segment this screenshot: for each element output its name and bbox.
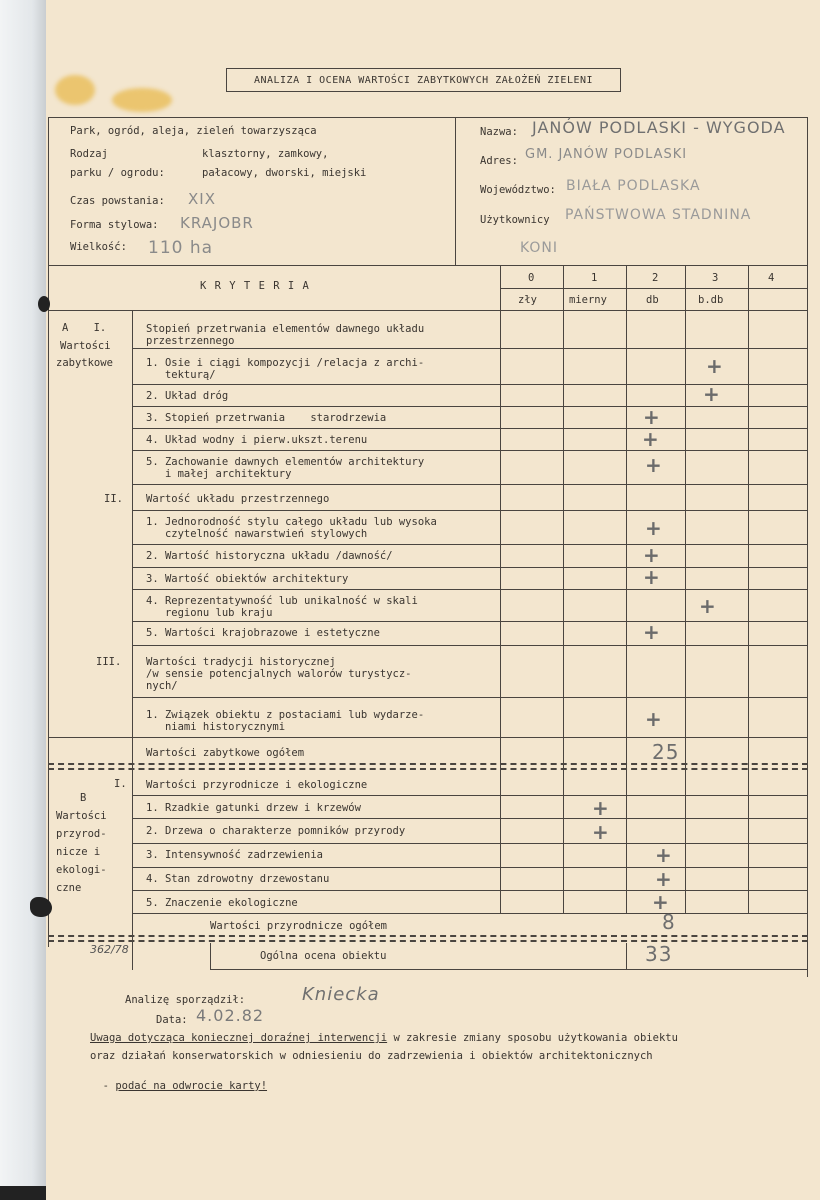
adres-label: Adres: <box>480 155 518 167</box>
group2-title: Wartość układu przestrzennego <box>146 493 330 505</box>
rule <box>500 288 808 289</box>
nazwa-value: JANÓW PODLASKI - WYGODA <box>532 118 786 137</box>
score-mark: + <box>645 453 662 477</box>
uzyt-value-1: PAŃSTWOWA STADNINA <box>565 207 752 223</box>
total-a-label: Wartości zabytkowe ogółem <box>146 747 305 759</box>
rule <box>132 567 808 568</box>
section-a-label-2: Wartości <box>60 340 111 352</box>
note-underlined: Uwaga dotycząca koniecznej doraźnej interwencji <box>90 1032 388 1044</box>
rule <box>132 406 808 407</box>
rule <box>48 117 49 947</box>
rule <box>132 310 133 970</box>
section-b-label-line: przyrod- <box>56 828 107 840</box>
criterion-text: 3. Wartość obiektów architektury <box>146 573 349 585</box>
group2-num: II. <box>104 493 123 505</box>
rule <box>132 645 808 646</box>
rule <box>210 969 808 970</box>
score-mark: + <box>642 427 659 451</box>
types-line1: klasztorny, zamkowy, <box>202 148 329 160</box>
total-a-value: 25 <box>652 740 680 764</box>
note-line-2: oraz działań konserwatorskich w odniesieniu do zadrzewienia i obiektów architektonicznych <box>90 1050 653 1062</box>
stain <box>55 75 95 105</box>
czas-value: XIX <box>188 190 216 208</box>
rule <box>48 737 808 738</box>
ref-number: 362/78 <box>90 943 129 956</box>
czas-label: Czas powstania: <box>70 195 165 207</box>
rule <box>132 697 808 698</box>
overall-label: Ogólna ocena obiektu <box>260 950 387 962</box>
criterion-text: 1. Rzadkie gatunki drzew i krzewów <box>146 802 361 814</box>
rule <box>626 943 627 970</box>
score-mark: + <box>655 843 672 867</box>
wielkosc-value: 110 ha <box>148 238 214 258</box>
rule <box>132 450 808 451</box>
scanner-edge <box>0 1186 46 1200</box>
form-title <box>226 68 621 92</box>
woj-label: Województwo: <box>480 184 556 196</box>
analysis-label: Analizę sporządził: <box>125 994 246 1006</box>
score-mark: + <box>592 820 609 844</box>
parku-label: parku / ogrodu: <box>70 167 165 179</box>
score-mark: + <box>699 594 716 618</box>
rodzaj-label: Rodzaj <box>70 148 108 160</box>
section-b-num: I. <box>114 778 127 790</box>
rule <box>132 795 808 796</box>
rule <box>807 117 808 977</box>
score-mark: + <box>655 867 672 891</box>
stain <box>112 88 172 112</box>
types-line2: pałacowy, dworski, miejski <box>202 167 367 179</box>
page-margin <box>0 0 46 1200</box>
criterion-text: 5. Znaczenie ekologiczne <box>146 897 298 909</box>
score-mark: + <box>652 890 669 914</box>
score-mark: + <box>645 516 662 540</box>
criterion-text: 2. Wartość historyczna układu /dawność/ <box>146 550 393 562</box>
overall-value: 33 <box>645 942 673 966</box>
rule <box>210 943 211 970</box>
rule <box>132 867 808 868</box>
scale-num-4: 4 <box>768 272 775 284</box>
total-b-value: 8 <box>662 910 676 934</box>
double-rule <box>48 940 808 942</box>
woj-value: BIAŁA PODLASKA <box>566 178 701 194</box>
criterion-text: 1. Jednorodność stylu całego układu lub wysoka czytelność nawarstwień stylowych <box>146 516 437 540</box>
score-mark: + <box>645 707 662 731</box>
score-mark: + <box>643 543 660 567</box>
rule <box>132 348 808 349</box>
note-line-3 <box>90 1068 267 1092</box>
rule <box>132 890 808 891</box>
adres-value: GM. JANÓW PODLASKI <box>525 147 688 162</box>
score-mark: + <box>706 354 723 378</box>
form-title-text: ANALIZA I OCENA WARTOŚCI ZABYTKOWYCH ZAŁOŻEŃ ZIELENI <box>253 74 594 86</box>
criterion-text: 1. Osie i ciągi kompozycji /relacja z archi- tekturą/ <box>146 357 425 381</box>
scale-label-0: zły <box>518 294 537 306</box>
note-underlined-2: podać na odwrocie karty! <box>115 1080 268 1092</box>
group1-title-2: przestrzennego <box>146 335 235 347</box>
score-mark: + <box>592 796 609 820</box>
section-b-label-line: ekologi- <box>56 864 107 876</box>
note-rest: w zakresie zmiany sposobu użytkowania obiektu <box>387 1032 678 1044</box>
criterion-text: 4. Reprezentatywność lub unikalność w skali regionu lub kraju <box>146 595 418 619</box>
score-mark: + <box>643 620 660 644</box>
rule <box>132 510 808 511</box>
criterion-text: 5. Wartości krajobrazowe i estetyczne <box>146 627 380 639</box>
scale-num-2: 2 <box>652 272 659 284</box>
forma-label: Forma stylowa: <box>70 219 159 231</box>
punch-hole <box>38 296 50 312</box>
nazwa-label: Nazwa: <box>480 126 518 138</box>
wielkosc-label: Wielkość: <box>70 241 127 253</box>
uzyt-value-2: KONI <box>520 240 559 256</box>
criterion-text: 1. Związek obiektu z postaciami lub wydarze- niami historycznymi <box>146 709 425 733</box>
double-rule <box>48 763 808 765</box>
kryteria-label: K R Y T E R I A <box>200 280 310 292</box>
uzyt-label: Użytkownicy <box>480 214 550 226</box>
rule <box>132 544 808 545</box>
scale-num-3: 3 <box>712 272 719 284</box>
note-dash: - <box>102 1080 116 1092</box>
rule <box>132 913 808 914</box>
punch-hole <box>30 897 52 917</box>
criterion-text: 3. Intensywność zadrzewienia <box>146 849 324 861</box>
scale-label-1: mierny <box>569 294 607 306</box>
group1-title-1: Stopień przetrwania elementów dawnego układu <box>146 323 425 335</box>
criterion-text: 4. Układ wodny i pierw.ukszt.terenu <box>146 434 368 446</box>
section-b-label-line: Wartości <box>56 810 107 822</box>
rule <box>132 484 808 485</box>
note-line-1 <box>90 1032 678 1044</box>
rule <box>132 843 808 844</box>
section-a-label-1: A I. <box>62 322 107 334</box>
rule <box>132 428 808 429</box>
analysis-signature: Kniecka <box>302 984 380 1005</box>
rule <box>455 117 456 265</box>
date-value: 4.02.82 <box>196 1006 265 1025</box>
score-mark: + <box>643 405 660 429</box>
total-b-label: Wartości przyrodnicze ogółem <box>210 920 388 932</box>
section-b-label-line: B <box>80 792 87 804</box>
forma-value: KRAJOBR <box>180 214 254 232</box>
rule <box>48 310 808 311</box>
criterion-text: 5. Zachowanie dawnych elementów architektury i małej architektury <box>146 456 425 480</box>
rule <box>48 265 808 266</box>
park-label: Park, ogród, aleja, zieleń towarzysząca <box>70 125 317 137</box>
criterion-text: 2. Drzewa o charakterze pomników przyrody <box>146 825 406 837</box>
section-b-group-title: Wartości przyrodnicze i ekologiczne <box>146 779 368 791</box>
section-b-label-line: czne <box>56 882 82 894</box>
criterion-text: 4. Stan zdrowotny drzewostanu <box>146 873 330 885</box>
section-b-label-line: nicze i <box>56 846 101 858</box>
criterion-text: 3. Stopień przetrwania starodrzewia <box>146 412 387 424</box>
scale-num-1: 1 <box>591 272 598 284</box>
section-a-label-3: zabytkowe <box>56 357 113 369</box>
group3-num: III. <box>96 656 122 668</box>
group3-title: Wartości tradycji historycznej /w sensie potencjalnych walorów turystycz- nych/ <box>146 656 412 692</box>
score-mark: + <box>643 565 660 589</box>
scale-label-2: db <box>646 294 659 306</box>
rule <box>132 589 808 590</box>
rule <box>132 621 808 622</box>
double-rule <box>48 768 808 770</box>
scale-label-3: b.db <box>698 294 724 306</box>
rule <box>132 818 808 819</box>
scale-num-0: 0 <box>528 272 535 284</box>
date-label: Data: <box>156 1014 188 1026</box>
double-rule <box>48 935 808 937</box>
score-mark: + <box>703 382 720 406</box>
criterion-text: 2. Układ dróg <box>146 390 229 402</box>
